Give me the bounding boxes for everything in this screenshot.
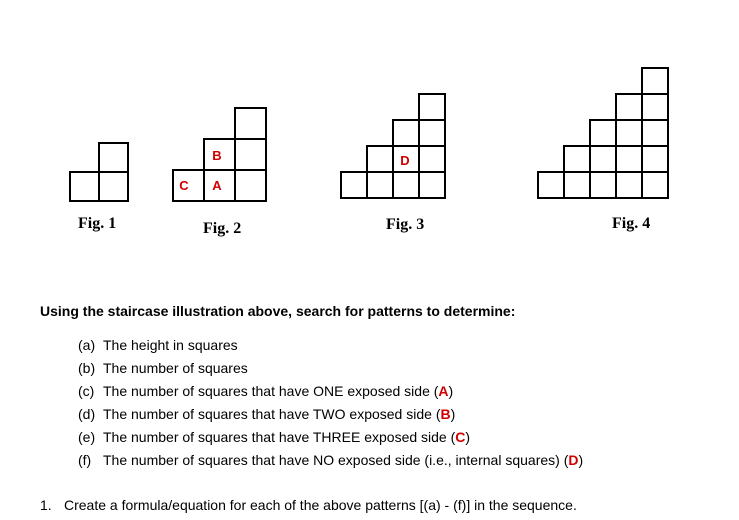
staircase-square (590, 146, 616, 172)
tag-c: C (455, 429, 466, 445)
staircase-square (590, 120, 616, 146)
staircase-figures (0, 0, 739, 250)
open-paren: ( (435, 406, 441, 422)
label-a: A (212, 178, 222, 193)
tag-a: A (438, 383, 449, 399)
staircase-square (341, 172, 367, 198)
list-item-d (78, 406, 455, 422)
staircase-square (393, 120, 419, 146)
staircase-square (367, 146, 393, 172)
staircase-square (235, 108, 266, 139)
staircase-square (642, 94, 668, 120)
figure-1-staircase (70, 143, 128, 201)
staircase-square (235, 170, 266, 201)
list-item-f (78, 452, 583, 468)
staircase-square (616, 120, 642, 146)
list-text: The height in squares (103, 337, 238, 353)
figure-3-caption: Fig. 3 (386, 216, 425, 233)
list-item-a (78, 337, 238, 353)
list-item-e (78, 429, 470, 445)
staircase-square (99, 143, 128, 172)
figure-4-caption: Fig. 4 (612, 215, 651, 232)
staircase-square (419, 94, 445, 120)
label-b: B (212, 148, 222, 163)
staircase-square (70, 172, 99, 201)
list-marker: (c) (78, 383, 95, 399)
close-paren: ) (450, 406, 456, 422)
staircase-square (564, 146, 590, 172)
staircase-square (616, 172, 642, 198)
figure-4-staircase (538, 68, 668, 198)
list-marker: (b) (78, 360, 96, 376)
open-paren: ( (433, 383, 439, 399)
staircase-square (419, 172, 445, 198)
staircase-square (419, 120, 445, 146)
question-number: 1. (40, 497, 52, 513)
question-1 (40, 497, 577, 513)
list-text: The number of squares that have ONE exposed side (103, 383, 434, 399)
tag-d: D (568, 452, 579, 468)
staircase-square (367, 172, 393, 198)
label-d: D (400, 153, 410, 168)
list-text: The number of squares that have THREE exposed side (103, 429, 451, 445)
figure-3-staircase (341, 94, 445, 198)
staircase-square (235, 139, 266, 170)
staircase-square (642, 120, 668, 146)
label-c: C (179, 178, 189, 193)
open-paren: ( (563, 452, 569, 468)
list-text: The number of squares that have NO exposed side (i.e., internal squares) (103, 452, 564, 468)
list-item-c (78, 383, 453, 399)
staircase-square (616, 94, 642, 120)
close-paren: ) (465, 429, 471, 445)
list-item-b (78, 360, 248, 376)
staircase-square (642, 146, 668, 172)
staircase-square (393, 172, 419, 198)
staircase-square (419, 146, 445, 172)
tag-b: B (440, 406, 451, 422)
list-marker: (f) (78, 452, 92, 468)
open-paren: ( (450, 429, 456, 445)
list-marker: (e) (78, 429, 96, 445)
staircase-square (642, 172, 668, 198)
staircase-square (616, 146, 642, 172)
figure-1-caption: Fig. 1 (78, 215, 117, 232)
list-marker: (d) (78, 406, 96, 422)
list-text: The number of squares (103, 360, 248, 376)
question-text: Create a formula/equation for each of the above patterns [(a) - (f)] in the sequence. (64, 497, 577, 513)
list-marker: (a) (78, 337, 96, 353)
staircase-square (590, 172, 616, 198)
close-paren: ) (578, 452, 584, 468)
staircase-square (538, 172, 564, 198)
instructions-heading: Using the staircase illustration above, search for patterns to determine: (40, 303, 516, 319)
list-text: The number of squares that have TWO exposed side (103, 406, 436, 422)
staircase-square (564, 172, 590, 198)
close-paren: ) (448, 383, 454, 399)
figure-2-caption: Fig. 2 (203, 220, 242, 237)
staircase-square (642, 68, 668, 94)
staircase-square (99, 172, 128, 201)
